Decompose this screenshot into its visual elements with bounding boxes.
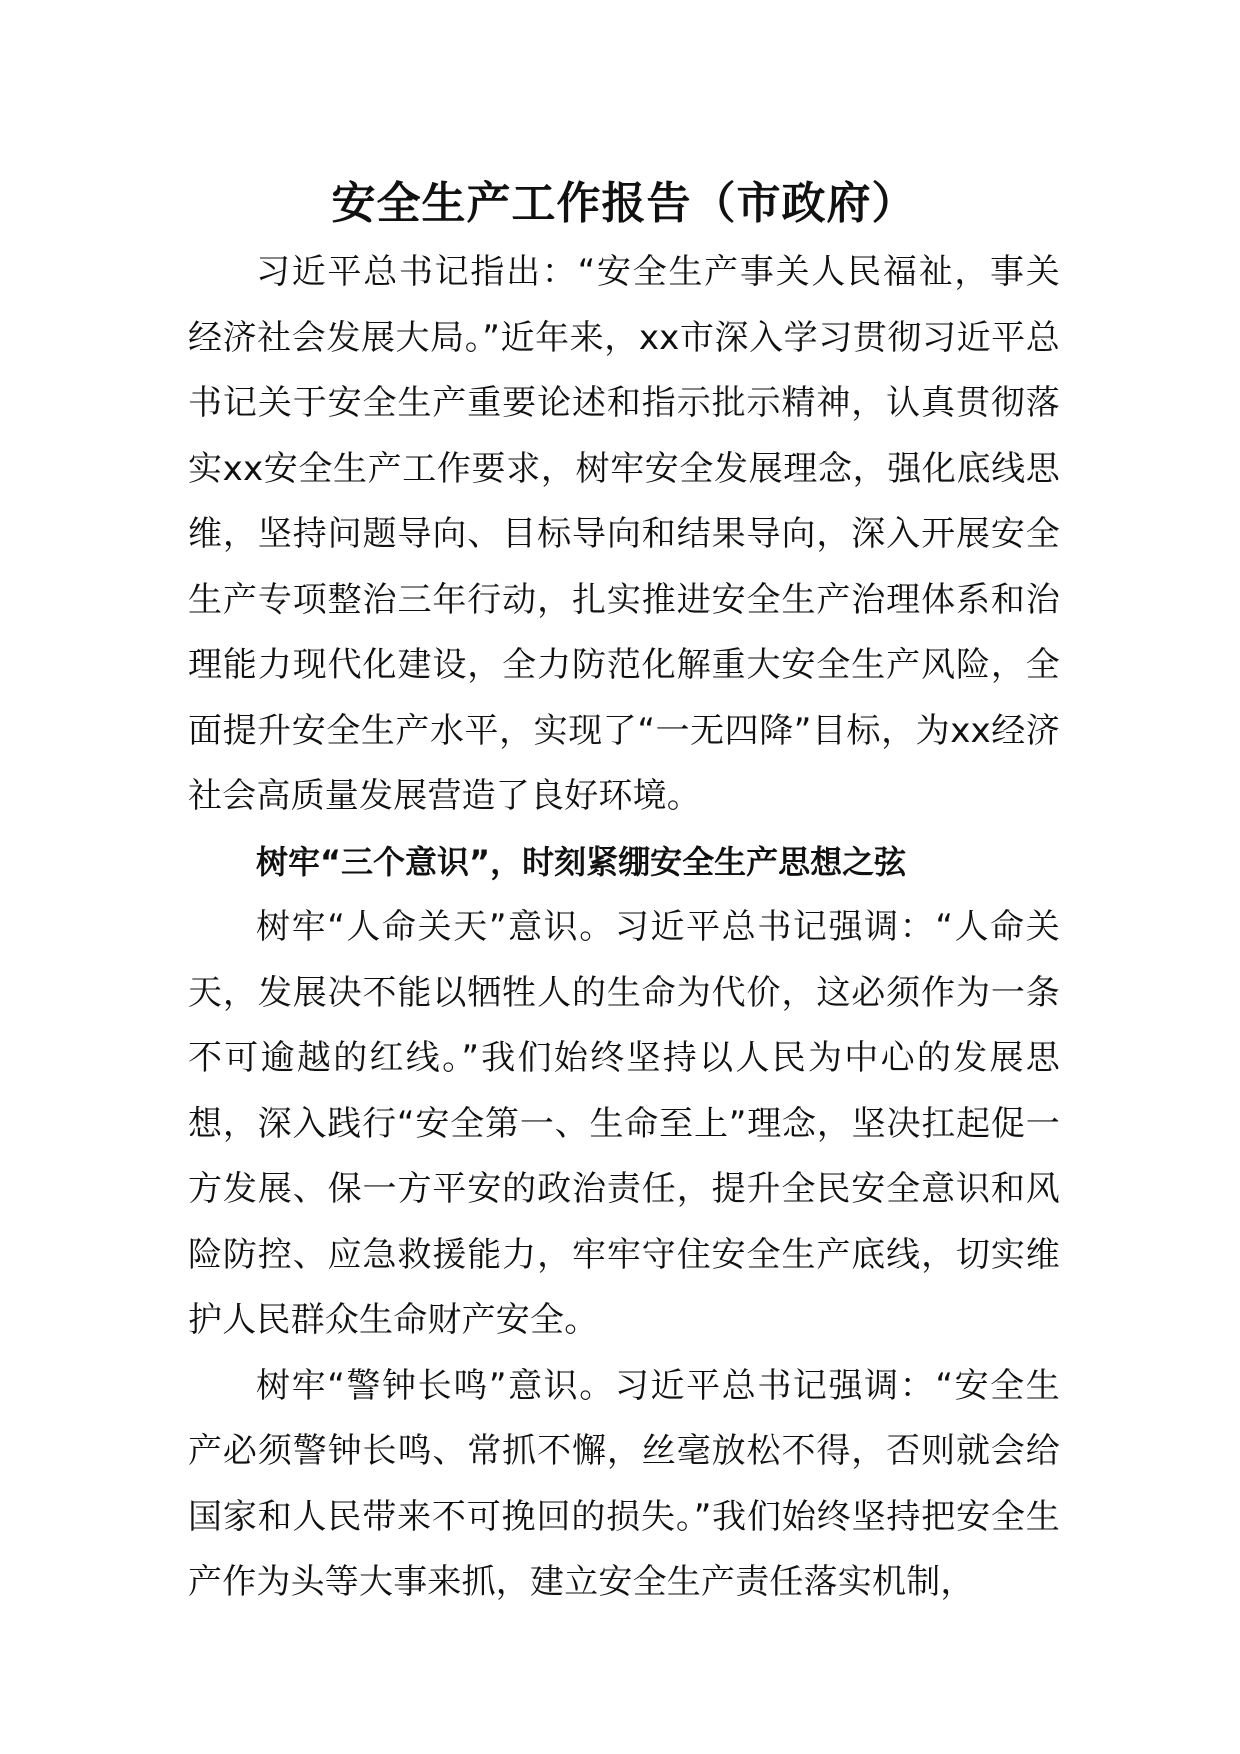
paragraph-life-awareness: 树牢“人命关天”意识。习近平总书记强调：“人命关天，发展决不能以牺牲人的生命为代价，这必须作为一条不可逾越的红线。”我们始终坚持以人民为中心的发展思想，深入践行“安全第一、生命至上”理念，坚决扛起促一方发展、保一方平安的政治责任，提升全民安全意识和风险防控、应急救援能力，牢牢守住安全生产底线，切实维护人民群众生命财产安全。: [188, 907, 1060, 1340]
section-heading: 树牢“三个意识”，时刻紧绷安全生产思想之弦: [256, 842, 907, 881]
paragraph-alarm-awareness: 树牢“警钟长鸣”意识。习近平总书记强调：“安全生产必须警钟长鸣、常抓不懈，丝毫放松不得，否则就会给国家和人民带来不可挽回的损失。”我们始终坚持把安全生产作为头等大事来抓，建立安全生产责任落实机制，: [188, 1365, 1060, 1602]
document-title: 安全生产工作报告（市政府）: [331, 178, 917, 229]
document-body: [188, 168, 1060, 1616]
intro-paragraph: 习近平总书记指出：“安全生产事关人民福祉，事关经济社会发展大局。”近年来，xx市深入学习贯彻习近平总书记关于安全生产重要论述和指示批示精神，认真贯彻落实xx安全生产工作要求，树牢安全发展理念，强化底线思维，坚持问题导向、目标导向和结果导向，深入开展安全生产专项整治三年行动，扎实推进安全生产治理体系和治理能力现代化建设，全力防范化解重大安全生产风险，全面提升安全生产水平，实现了“一无四降”目标，为xx经济社会高质量发展营造了良好环境。: [188, 252, 1060, 816]
